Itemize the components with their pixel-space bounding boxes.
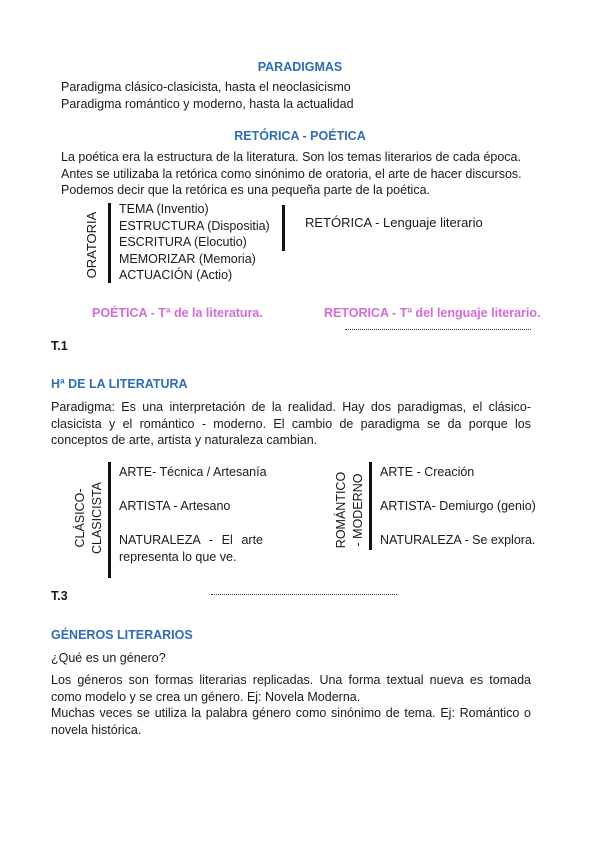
paradigma-line: Paradigma romántico y moderno, hasta la actualidad xyxy=(61,96,354,111)
historia-line: conceptos de arte, artista y naturaleza cambian. xyxy=(51,433,318,447)
clasico-artista: ARTISTA - Artesano xyxy=(119,499,231,513)
oratoria-item: ACTUACIÓN (Actio) xyxy=(119,268,233,282)
paradigmas-list xyxy=(61,79,354,112)
romantico-label-line: ROMÁNTICO xyxy=(334,471,348,549)
t3-label: T.3 xyxy=(51,589,68,603)
generos-question: ¿Qué es un género? xyxy=(51,651,166,665)
romantico-label xyxy=(333,465,367,555)
generos-line: Muchas veces se utiliza la palabra género como sinónimo de tema. Ej: Romántico o xyxy=(51,706,531,720)
retorica-title: RETÓRICA - POÉTICA xyxy=(234,129,366,143)
historia-paragraph xyxy=(51,399,531,449)
retorica-paragraph xyxy=(61,149,522,199)
generos-line: Los géneros son formas literarias replicadas. Una forma textual nueva es tomada xyxy=(51,673,531,687)
clasico-label-line: CLASICISTA xyxy=(90,482,104,555)
dotted-line xyxy=(345,329,531,330)
clasico-naturaleza-line: representa lo que ve. xyxy=(119,549,237,564)
retorica-line: Antes se utilizaba la retórica como sinónimo de oratoria, el arte de hacer discursos. xyxy=(61,166,522,181)
oratoria-item: TEMA (Inventio) xyxy=(119,202,209,216)
generos-title: GÉNEROS LITERARIOS xyxy=(51,628,193,642)
oratoria-list xyxy=(119,201,270,284)
oratoria-item: ESCRITURA (Elocutio) xyxy=(119,235,247,249)
paradigma-line: Paradigma clásico-clasicista, hasta el neoclasicismo xyxy=(61,80,351,94)
clasico-label xyxy=(72,473,106,563)
historia-line: clasicista y el romántico - moderno. El cambio de paradigma se da porque los xyxy=(51,416,531,431)
clasico-bracket xyxy=(108,462,111,578)
retorica-bracket xyxy=(282,205,285,251)
t1-label: T.1 xyxy=(51,339,68,353)
retorica-lenguaje: RETÓRICA - Lenguaje literario xyxy=(305,215,483,230)
clasico-label-line: CLÁSICO- xyxy=(73,488,87,548)
generos-line: novela histórica. xyxy=(51,722,142,737)
historia-line: Paradigma: Es una interpretación de la realidad. Hay dos paradigmas, el clásico- xyxy=(51,400,531,414)
romantico-arte: ARTE - Creación xyxy=(380,465,475,479)
oratoria-item: MEMORIZAR (Memoria) xyxy=(119,251,256,266)
retorica-line: La poética era la estructura de la literatura. Son los temas literarios de cada época. xyxy=(61,150,521,164)
generos-line: como modelo y se crea un género. Ej: Novela Moderna. xyxy=(51,689,361,704)
clasico-naturaleza xyxy=(119,532,263,565)
clasico-naturaleza-line: NATURALEZA - El arte xyxy=(119,533,263,547)
retorica-line: Podemos decir que la retórica es una pequeña parte de la poética. xyxy=(61,183,430,197)
clasico-arte: ARTE- Técnica / Artesanía xyxy=(119,465,267,479)
oratoria-bracket xyxy=(108,203,111,283)
poetica-definition: POÉTICA - Tª de la literatura. xyxy=(92,306,263,320)
paradigmas-title: PARADIGMAS xyxy=(257,60,343,74)
romantico-bracket xyxy=(369,462,372,550)
retorica-definition: RETORICA - Tª del lenguaje literario. xyxy=(324,306,541,320)
generos-paragraph xyxy=(51,672,531,738)
romantico-label-line: - MODERNO xyxy=(351,473,365,547)
oratoria-label: ORATORIA xyxy=(84,211,99,279)
oratoria-item: ESTRUCTURA (Dispositia) xyxy=(119,218,270,233)
romantico-naturaleza: NATURALEZA - Se explora. xyxy=(380,533,536,547)
dotted-line xyxy=(211,594,397,595)
romantico-artista: ARTISTA- Demiurgo (genio) xyxy=(380,499,536,513)
historia-title: Hª DE LA LITERATURA xyxy=(51,377,188,391)
